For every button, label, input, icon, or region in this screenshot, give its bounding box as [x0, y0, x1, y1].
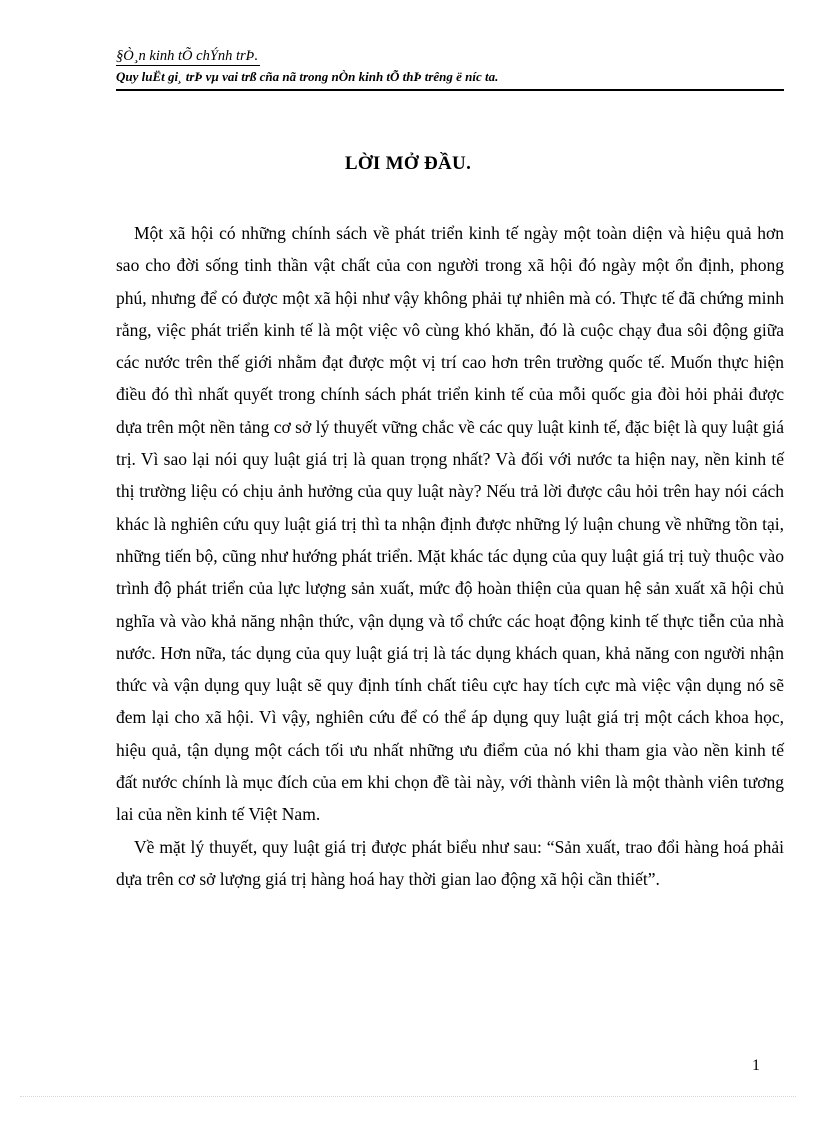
page-bottom-divider	[20, 1096, 796, 1097]
paragraph-definition: Về mặt lý thuyết, quy luật giá trị được phát biểu như sau: “Sản xuất, trao đổi hàng hoá phải dựa trên cơ sở lượng giá trị hàng hoá hay thời gian lao động xã hội cần thiết”.	[116, 836, 784, 889]
header-divider	[116, 89, 784, 91]
header-subject: §Ò¸n kinh tÕ chÝnh trÞ.	[116, 48, 259, 64]
page-header	[116, 47, 784, 85]
header-document-title: Quy luËt gi¸ trÞ vµ vai trß cña nã trong nÒn kinh tÕ thÞ trêng ë níc ta.	[116, 69, 499, 84]
body-text	[116, 217, 784, 895]
page-number: 1	[752, 1057, 760, 1074]
paragraph-intro: Một xã hội có những chính sách về phát triển kinh tế ngày một toàn diện và hiệu quả hơn sao cho đời sống tinh thần vật chất của con người trong xã hội đó ngày một ổn định, phong phú, nhưng để có được một xã hội như vậy không phải tự nhiên mà có. Thực tế đã chứng minh rằng, việc phát triển kinh tế là một việc vô cùng khó khăn, đó là cuộc chạy đua sôi động giữa các nước trên thế giới nhằm đạt được một vị trí cao hơn trên trường quốc tế. Muốn thực hiện điều đó thì nhất quyết trong chính sách phát triển kinh tế của mỗi quốc gia đòi hỏi phải được dựa trên một nền tảng cơ sở lý thuyết vững chắc về các quy luật kinh tế, đặc biệt là quy luật giá trị. Vì sao lại nói quy luật giá trị là quan trọng nhất? Và đối với nước ta hiện nay, nền kinh tế thị trường liệu có chịu ảnh hưởng của quy luật này? Nếu trả lời được câu hỏi trên hay nói cách khác là nghiên cứu quy luật giá trị thì ta nhận định được những lý luận chung về những tồn tại, những tiến bộ, cũng như hướng phát triển. Mặt khác tác dụng của quy luật giá trị tuỳ thuộc vào trình độ phát triển của lực lượng sản xuất, mức độ hoàn thiện của quan hệ sản xuất xã hội chủ nghĩa và vào khả năng nhận thức, vận dụng và tổ chức các hoạt động kinh tế thực tiễn của nhà nước. Hơn nữa, tác dụng của quy luật giá trị là tác dụng khách quan, khả năng con người nhận thức và vận dụng quy luật sẽ quy định tính chất tiêu cực hay tích cực mà việc vận dụng nó sẽ đem lại cho xã hội. Vì vậy, nghiên cứu để có thể áp dụng quy luật giá trị một cách khoa học, hiệu quả, tận dụng một cách tối ưu nhất những ưu điểm của nó khi tham gia vào nền kinh tế đất nước chính là mục đích của em khi chọn đề tài này, với thành viên là một thành viên tương lai của nền kinh tế Việt Nam.	[116, 223, 784, 825]
section-title: LỜI MỞ ĐẦU.	[344, 153, 472, 174]
